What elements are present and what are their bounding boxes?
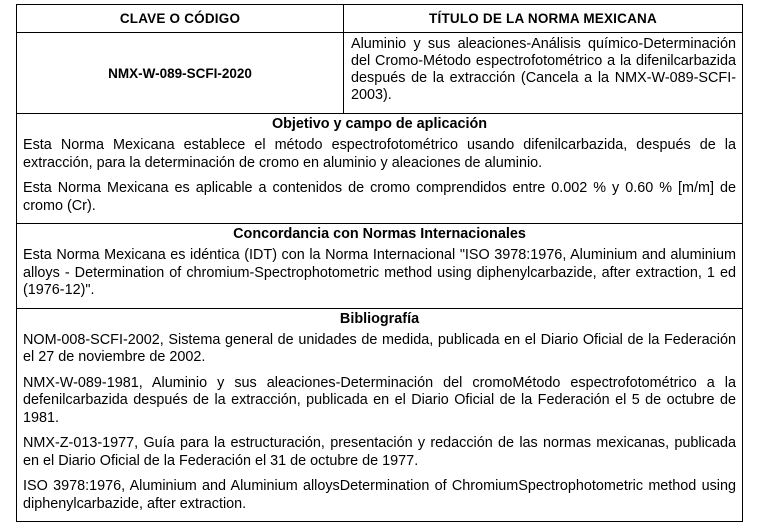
norm-table <box>16 4 743 522</box>
bibliography-entry: NOM-008-SCFI-2002, Sistema general de unidades de medida, publicada en el Diario Oficial de la Federación el 27 de noviembre de 2002. <box>23 331 736 365</box>
title-column-header: TÍTULO DE LA NORMA MEXICANA <box>344 5 743 33</box>
concordance-section <box>17 224 743 309</box>
bibliography-heading: Bibliografía <box>339 310 420 327</box>
concordance-heading: Concordancia con Normas Internacionales <box>233 226 526 242</box>
bibliography-entry: NMX-Z-013-1977, Guía para la estructuración, presentación y redacción de las normas mexicanas, publicada en el Diario Oficial de la Federación el 31 de octubre de 1977. <box>23 435 736 469</box>
bibliography-entry: ISO 3978:1976, Aluminium and Aluminium alloysDetermination of ChromiumSpectrophotometric method using diphenylcarbazide, after extraction. <box>23 478 736 512</box>
norm-code: NMX-W-089-SCFI-2020 <box>17 33 344 114</box>
objective-heading: Objetivo y campo de aplicación <box>271 116 488 132</box>
bibliography-section <box>17 308 743 522</box>
norm-title: Aluminio y sus aleaciones-Análisis químico-Determinación del Cromo-Método espectrofotométrico a la difenilcarbazida después de la extracción (Cancela a la NMX-W-089-SCFI-2003). <box>344 33 743 114</box>
objective-paragraph: Esta Norma Mexicana es aplicable a contenidos de cromo comprendidos entre 0.002 % y 0.60 % [m/m] de cromo (Cr). <box>23 180 736 214</box>
objective-paragraph: Esta Norma Mexicana establece el método espectrofotométrico usando difenilcarbazida, después de la extracción, para la determinación de cromo en aluminio y aleaciones de aluminio. <box>23 137 736 171</box>
objective-section <box>17 114 743 224</box>
bibliography-entry: NMX-W-089-1981, Aluminio y sus aleaciones-Determinación del cromoMétodo espectrofotométrico a la defenilcarbazida después de la extracción, publicada en el Diario Oficial de la Federación el 5 de octubre de 1981. <box>23 374 736 426</box>
code-column-header: CLAVE O CÓDIGO <box>17 5 344 33</box>
norm-row <box>17 33 743 114</box>
header-row <box>17 5 743 33</box>
concordance-paragraph: Esta Norma Mexicana es idéntica (IDT) con la Norma Internacional "ISO 3978:1976, Aluminium and aluminium alloys - Determination of chromium-Spectrophotometric method using diphenylcarbazide, after extraction, 1 ed (1976-12)". <box>23 247 736 298</box>
